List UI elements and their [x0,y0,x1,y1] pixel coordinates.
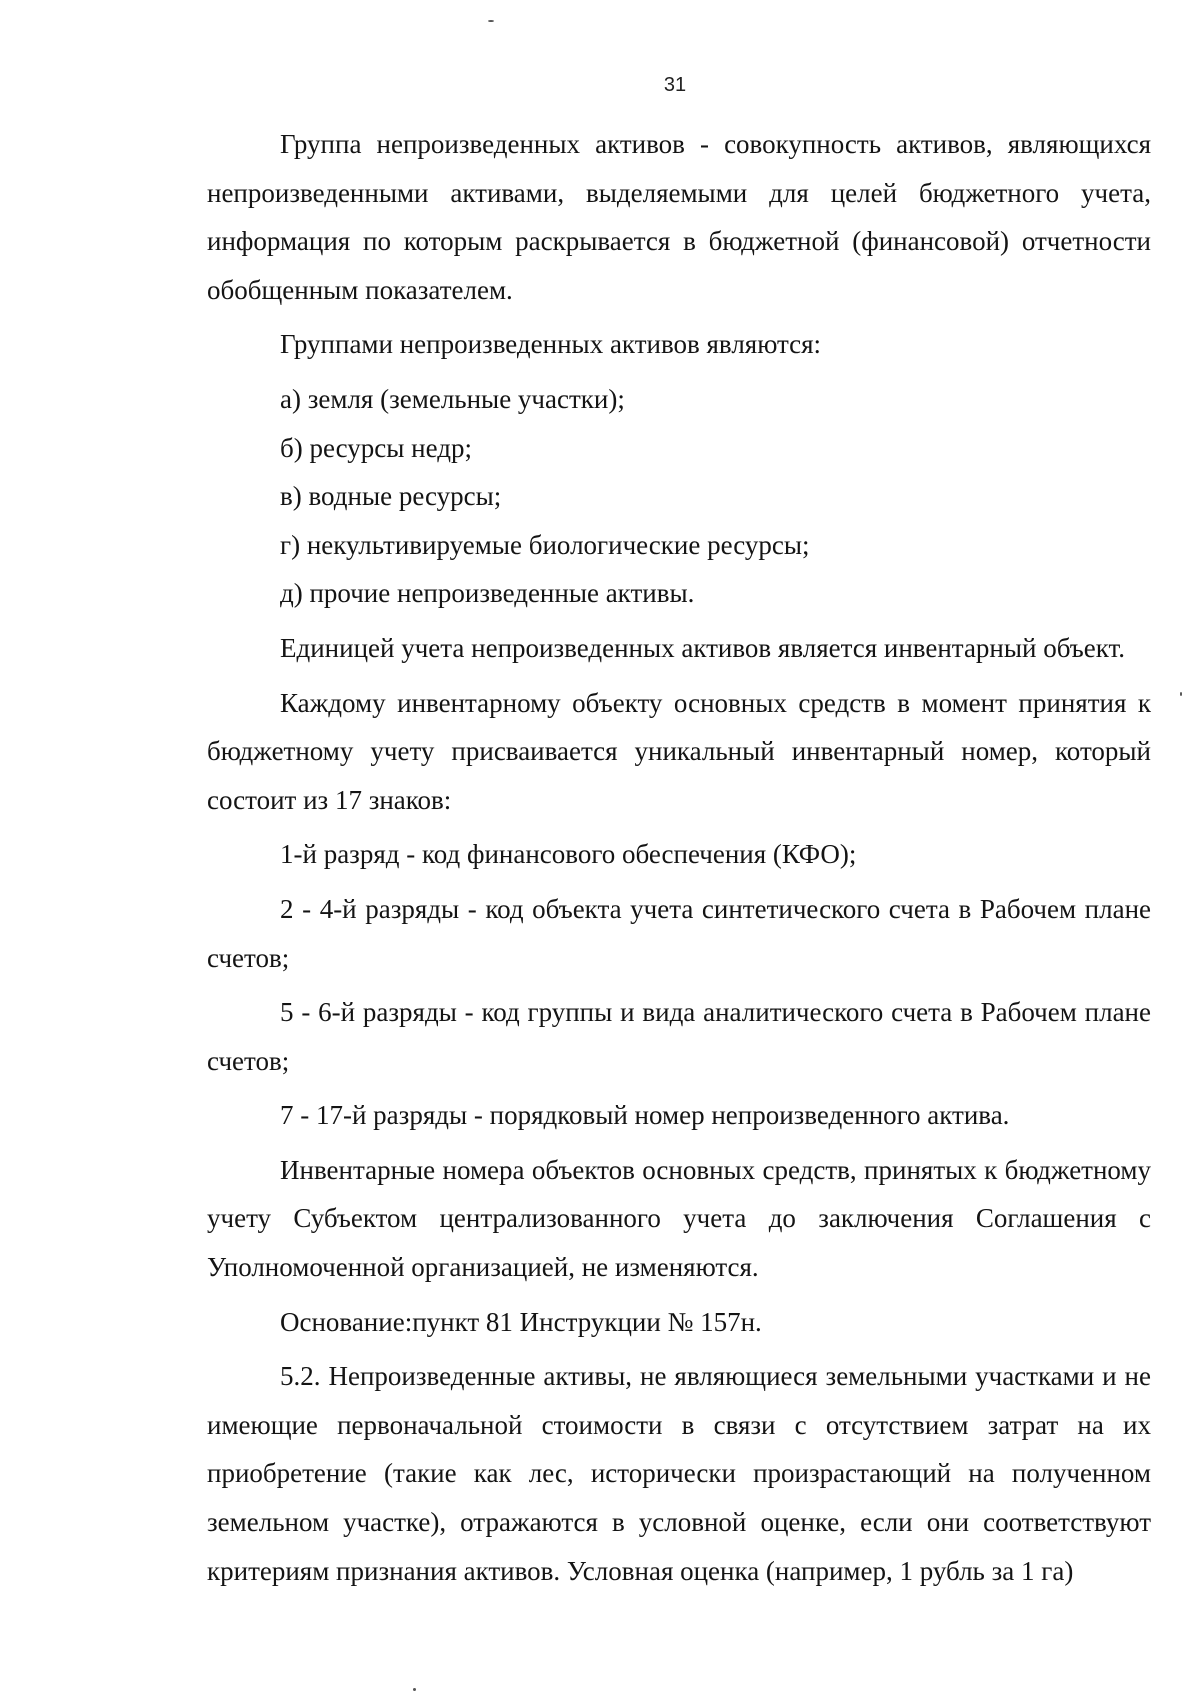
document-body [207,120,1151,1601]
scan-speck [413,1688,416,1691]
paragraph-unchanged-numbers: Инвентарные номера объектов основных средств, принятых к бюджетному учету Субъектом централизованного учета до заключения Соглашения с Уполномоченной организацией, не изменяются. [207,1154,1151,1283]
scan-speck [1180,692,1182,696]
list-item: в) водные ресурсы; [280,481,502,512]
page-number: 31 [663,74,687,96]
paragraph-group-definition: Группа непроизведенных активов - совокупность активов, являющихся непроизведенными активами, выделяемыми для целей бюджетного учета, информация по которым раскрывается в бюджетной (финансовой) отчетности обобщенным показателем. [207,129,1151,305]
paragraph-digits-5-6: 5 - 6-й разряды - код группы и вида аналитического счета в Рабочем плане счетов; [207,997,1151,1076]
groups-list [207,375,1151,618]
paragraph-digits-2-4: 2 - 4-й разряды - код объекта учета синтетического счета в Рабочем плане счетов; [207,893,1151,973]
paragraph-inventory-number: Каждому инвентарному объекту основных средств в момент принятия к бюджетному учету присваивается уникальный инвентарный номер, который состоит из 17 знаков: [207,687,1151,815]
list-item: д) прочие непроизведенные активы. [280,578,695,609]
paragraph-digits-7-17: 7 - 17-й разряды - порядковый номер непроизведенного актива. [280,1100,1010,1131]
list-item: б) ресурсы недр; [280,432,472,463]
list-item: а) земля (земельные участки); [280,383,625,414]
paragraph-basis: Основание:пункт 81 Инструкции № 157н. [280,1306,762,1337]
scan-speck [488,20,494,22]
paragraph-accounting-unit: Единицей учета непроизведенных активов является инвентарный объект. [280,632,1126,663]
paragraph-section-5-2: 5.2. Непроизведенные активы, не являющиеся земельными участками и не имеющие первоначальной стоимости в связи с отсутствием затрат на их приобретение (такие как лес, исторически произрастающий на полученном земельном участке), отражаются в условной оценке, если они соответствуют критериям признания активов. Условная оценка (например, 1 рубль за 1 га) [207,1361,1151,1586]
list-item: г) некультивируемые биологические ресурсы; [280,529,810,560]
paragraph-groups-intro: Группами непроизведенных активов являются: [280,329,822,360]
paragraph-digit-1: 1-й разряд - код финансового обеспечения (КФО); [280,839,857,870]
